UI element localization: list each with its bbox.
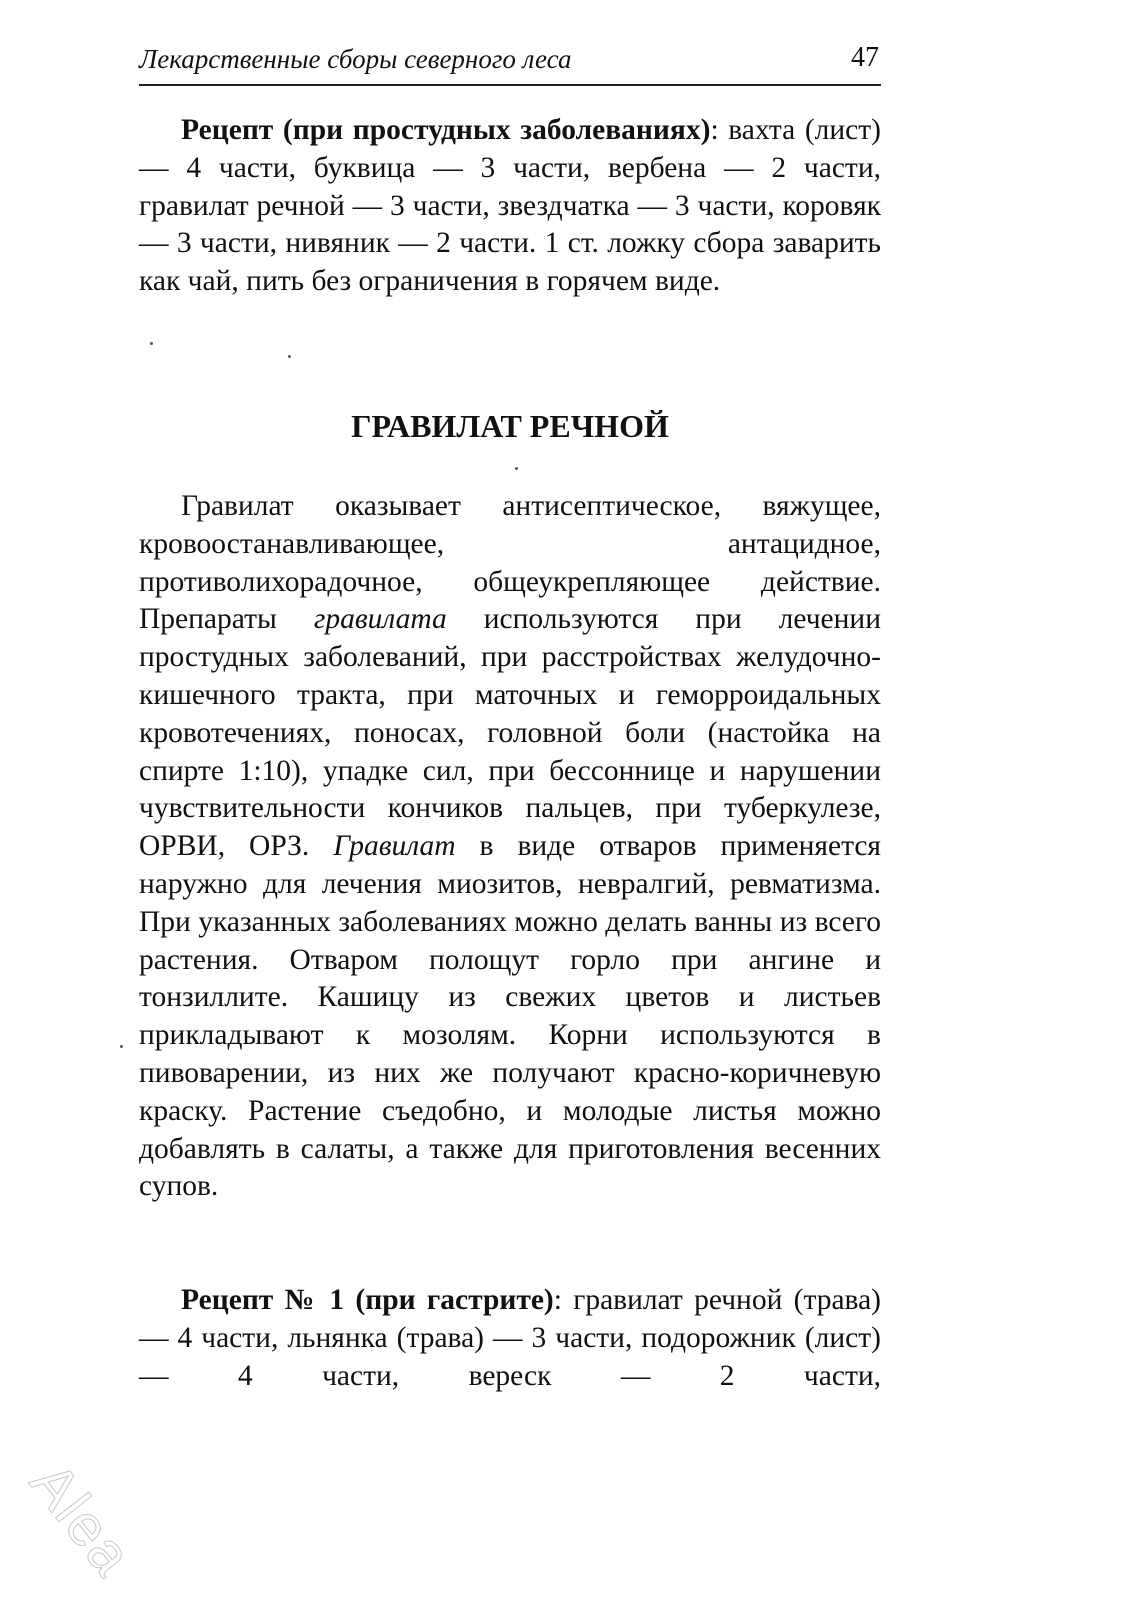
- running-title: Лекарственные сборы северного леса: [139, 44, 572, 74]
- page-header: [139, 40, 881, 86]
- recipe-cold-text: : вахта (лист) — 4 части, буквица — 3 части, вербена — 2 части, гравилат речной — 3 части, звездчатка — 3 части, коровяк — 3 части, нивяник — 2 части. 1 ст. ложку сбора заварить как чай, пить без ограничения в горячем виде.: [139, 114, 881, 298]
- watermark: Alea: [17, 1450, 146, 1589]
- description-italic-1: гравилата: [313, 603, 447, 636]
- scan-speck: [515, 467, 518, 470]
- scan-speck: [120, 1045, 123, 1048]
- recipe-cold-paragraph: [139, 112, 881, 301]
- recipe-1-lead: Рецепт № 1 (при гастрите): [181, 1284, 554, 1316]
- description-part-1: Гравилат оказывает антисептическое, вяжущее, кровоостанавливающее, антацидное, противолихорадочное, общеукрепляющее действие. Препараты: [139, 490, 881, 636]
- recipe-1-paragraph: [139, 1282, 881, 1395]
- recipe-1-text: : гравилат речной (трава) — 4 части, льнянка (трава) — 3 части, подорожник (лист) — 4 части, вереск — 2 части,: [139, 1284, 881, 1392]
- description-part-2: используются при лечении простудных заболеваний, при расстройствах желудочно-кишечного тракта, при маточных и геморроидальных кровотечениях, поносах, головной боли (настойка на спирте 1:10), упадке сил, при бессоннице и нарушении чувствительности кончиков пальцев, при туберкулезе, ОРВИ, ОРЗ.: [139, 603, 881, 863]
- section-title: ГРАВИЛАТ РЕЧНОЙ: [351, 408, 669, 444]
- page-number: 47: [851, 42, 879, 73]
- recipe-cold-lead: Рецепт (при простудных заболеваниях): [181, 114, 711, 146]
- scan-speck: [150, 342, 153, 345]
- scan-speck: [288, 355, 291, 358]
- description-part-3: в виде отваров применяется наружно для лечения миозитов, невралгий, ревматизма. При указанных заболеваниях можно делать ванны из всего растения. Отваром полощут горло при ангине и тонзиллите. Кашицу из свежих цветов и листьев прикладывают к мозолям. Корни используются в пивоварении, из них же получают красно-коричневую краску. Растение съедобно, и молодые листья можно добавлять в салаты, а также для приготовления весенних супов.: [139, 830, 882, 1203]
- description-italic-2: Гравилат: [333, 830, 456, 863]
- description-paragraph: [139, 488, 881, 1206]
